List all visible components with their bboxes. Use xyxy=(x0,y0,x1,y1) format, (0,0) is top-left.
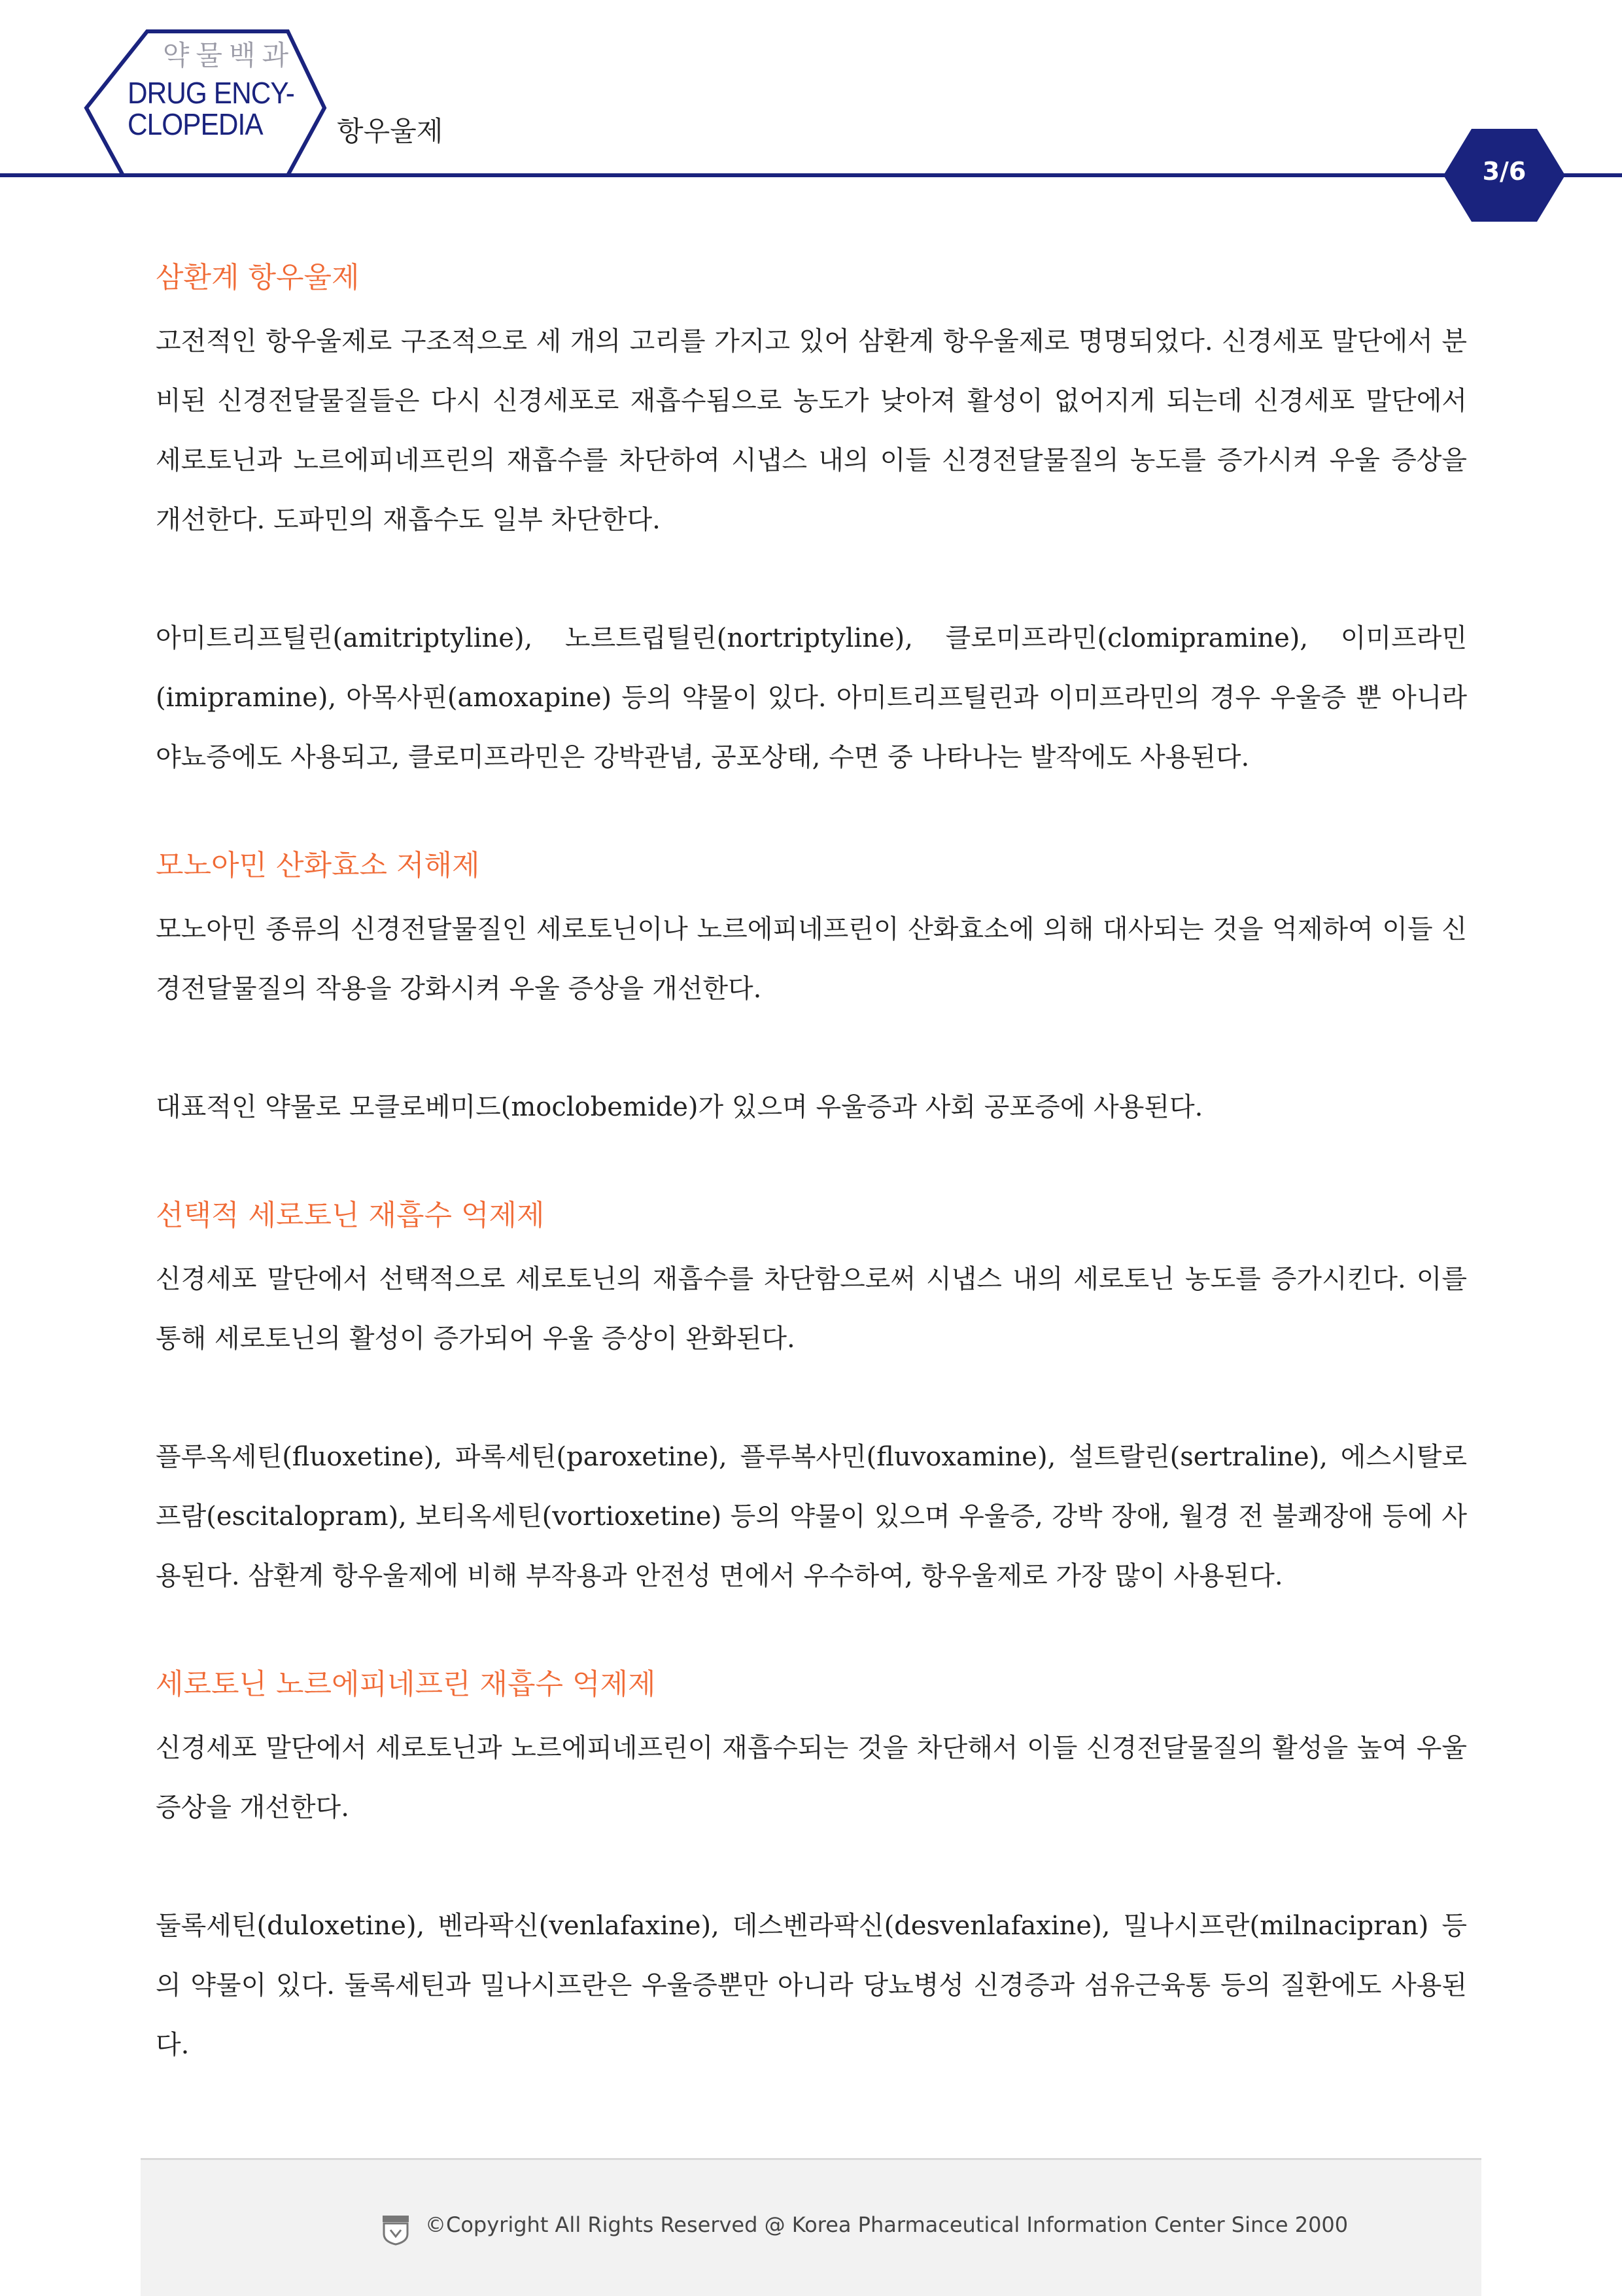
section-maoi xyxy=(156,846,1467,1137)
section-tricyclic xyxy=(156,258,1467,787)
document-body xyxy=(156,258,1467,2075)
logo-english xyxy=(128,77,320,140)
logo-english-line1: DRUG ENCY- xyxy=(128,76,294,110)
section-ssri xyxy=(156,1196,1467,1606)
paragraph: 모노아민 종류의 신경전달물질인 세로토닌이나 노르에피네프린이 산화효소에 의해 대사되는 것을 억제하여 이들 신경전달물질의 작용을 강화시켜 우울 증상을 개선한다. xyxy=(156,914,1467,1004)
paragraph: 신경세포 말단에서 선택적으로 세로토닌의 재흡수를 차단함으로써 시냅스 내의 세로토닌 농도를 증가시킨다. 이를 통해 세로토닌의 활성이 증가되어 우울 증상이 완화된다. xyxy=(156,1264,1467,1354)
page-number: 3/6 xyxy=(1482,157,1527,186)
section-title: 삼환계 항우울제 xyxy=(156,261,360,294)
page-footer xyxy=(141,2158,1481,2296)
kpic-shield-icon xyxy=(381,2214,410,2246)
paragraph: 아미트리프틸린(amitriptyline), 노르트립틸린(nortriptyline), 클로미프라민(clomipramine), 이미프라민(imipramine), 아목사핀(amoxapine) 등의 약물이 있다. 아미트리프틸린과 이미프라민의 경우 우울증 뿐 아니라 야뇨증에도 사용되고, 클로미프라민은 강박관념, 공포상태, 수면 중 나타나는 발작에도 사용된다. xyxy=(156,623,1467,772)
section-title: 모노아민 산화효소 저해제 xyxy=(156,849,480,882)
logo-english-line2: CLOPEDIA xyxy=(128,107,263,141)
section-title: 세로토닌 노르에피네프린 재흡수 억제제 xyxy=(156,1668,656,1701)
paragraph: 플루옥세틴(fluoxetine), 파록세틴(paroxetine), 플루복사민(fluvoxamine), 설트랄린(sertraline), 에스시탈로프람(escitalopram), 보티옥세틴(vortioxetine) 등의 약물이 있으며 우울증, 강박 장애, 월경 전 불쾌장애 등에 사용된다. 삼환계 항우울제에 비해 부작용과 안전성 면에서 우수하여, 항우울제로 가장 많이 사용된다. xyxy=(156,1442,1467,1591)
document-title: 항우울제 xyxy=(337,115,443,147)
section-title: 선택적 세로토닌 재흡수 억제제 xyxy=(156,1199,545,1232)
page-header xyxy=(0,0,1622,222)
logo-korean: 약물백과 xyxy=(162,39,296,71)
paragraph: 고전적인 항우울제로 구조적으로 세 개의 고리를 가지고 있어 삼환계 항우울제로 명명되었다. 신경세포 말단에서 분비된 신경전달물질들은 다시 신경세포로 재흡수됨으로 농도가 낮아져 활성이 없어지게 되는데 신경세포 말단에서 세로토닌과 노르에피네프린의 재흡수를 차단하여 시냅스 내의 이들 신경전달물질의 농도를 증가시켜 우울 증상을 개선한다. 도파민의 재흡수도 일부 차단한다. xyxy=(156,326,1467,535)
paragraph: 대표적인 약물로 모클로베미드(moclobemide)가 있으며 우울증과 사회 공포증에 사용된다. xyxy=(156,1092,1203,1122)
paragraph: 신경세포 말단에서 세로토닌과 노르에피네프린이 재흡수되는 것을 차단해서 이들 신경전달물질의 활성을 높여 우울 증상을 개선한다. xyxy=(156,1733,1467,1823)
paragraph: 둘록세틴(duloxetine), 벤라팍신(venlafaxine), 데스벤라팍신(desvenlafaxine), 밀나시프란(milnacipran) 등의 약물이 있다. 둘록세틴과 밀나시프란은 우울증뿐만 아니라 당뇨병성 신경증과 섬유근육통 등의 질환에도 사용된다. xyxy=(156,1911,1467,2060)
copyright-text: ©Copyright All Rights Reserved @ Korea Pharmaceutical Information Center Since 2000 xyxy=(425,2212,1349,2237)
header-rule xyxy=(0,173,1622,177)
section-snri xyxy=(156,1665,1467,2075)
